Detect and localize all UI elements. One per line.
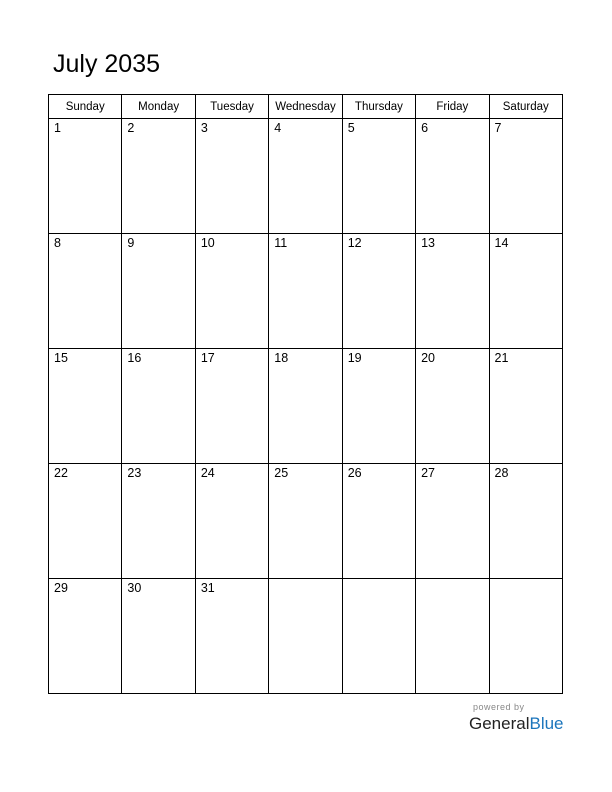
day-cell: [122, 579, 195, 694]
logo-blue: Blue: [529, 714, 564, 733]
day-number: 27: [421, 466, 436, 480]
day-number: [490, 579, 562, 581]
day-cell: [195, 579, 268, 694]
week-row: [49, 349, 563, 464]
day-number: 12: [347, 236, 362, 250]
weekday-header: Tuesday: [195, 95, 268, 119]
day-cell: [49, 349, 122, 464]
weekday-header: Sunday: [49, 95, 122, 119]
day-number: [269, 579, 341, 581]
day-number: 8: [54, 236, 61, 250]
day-number: 2: [127, 121, 135, 135]
day-cell: [122, 234, 195, 349]
week-row: [49, 119, 563, 234]
day-cell: [342, 119, 415, 234]
day-cell: [416, 579, 489, 694]
day-number: 20: [421, 351, 436, 365]
day-number: 23: [127, 466, 142, 480]
day-number: 4: [274, 121, 282, 135]
day-number: 22: [54, 466, 68, 480]
day-cell: [122, 464, 195, 579]
day-number: 28: [494, 466, 509, 480]
day-cell: [489, 464, 562, 579]
calendar-title: July 2035: [53, 50, 161, 78]
day-cell: [49, 579, 122, 694]
day-cell: [342, 464, 415, 579]
day-cell: [416, 234, 489, 349]
day-number: 9: [127, 236, 135, 250]
day-number: 5: [347, 121, 355, 135]
powered-by-label: powered by: [473, 702, 525, 712]
day-cell: [489, 234, 562, 349]
day-cell: [195, 119, 268, 234]
day-cell: [122, 119, 195, 234]
day-cell: [416, 349, 489, 464]
calendar-grid: [48, 94, 563, 694]
day-number: 13: [421, 236, 436, 250]
day-number: 17: [200, 351, 215, 365]
weekday-header: Friday: [416, 95, 489, 119]
generalblue-logo: [469, 714, 564, 734]
day-cell: [489, 579, 562, 694]
day-cell: [489, 349, 562, 464]
day-cell: [122, 349, 195, 464]
logo-general: General: [469, 714, 530, 733]
day-number: 16: [127, 351, 142, 365]
day-cell: [195, 234, 268, 349]
day-cell: [49, 119, 122, 234]
day-number: 21: [494, 351, 509, 365]
day-number: 3: [200, 121, 208, 135]
day-cell: [342, 579, 415, 694]
day-number: [343, 579, 415, 581]
day-number: 19: [347, 351, 362, 365]
day-cell: [49, 234, 122, 349]
day-number: 1: [54, 121, 61, 135]
day-number: 10: [200, 236, 215, 250]
weekday-header: Wednesday: [269, 95, 342, 119]
day-cell: [342, 349, 415, 464]
week-row: [49, 234, 563, 349]
day-cell: [269, 119, 342, 234]
day-number: 7: [494, 121, 502, 135]
day-number: 11: [274, 236, 288, 250]
week-row: [49, 579, 563, 694]
day-cell: [269, 349, 342, 464]
day-cell: [342, 234, 415, 349]
day-cell: [416, 464, 489, 579]
day-cell: [269, 234, 342, 349]
day-number: 24: [200, 466, 215, 480]
day-number: [416, 579, 488, 581]
day-number: 31: [200, 581, 215, 595]
day-number: 15: [54, 351, 68, 365]
weekday-header: Monday: [122, 95, 195, 119]
day-number: 18: [274, 351, 289, 365]
day-cell: [489, 119, 562, 234]
weekday-header-row: [49, 95, 563, 119]
day-cell: [195, 349, 268, 464]
day-number: 30: [127, 581, 142, 595]
day-cell: [195, 464, 268, 579]
weekday-header: Saturday: [489, 95, 562, 119]
day-cell: [269, 464, 342, 579]
day-cell: [416, 119, 489, 234]
day-number: 6: [421, 121, 429, 135]
day-number: 29: [54, 581, 68, 595]
day-cell: [49, 464, 122, 579]
day-cell: [269, 579, 342, 694]
week-row: [49, 464, 563, 579]
day-number: 26: [347, 466, 362, 480]
day-number: 25: [274, 466, 289, 480]
weekday-header: Thursday: [342, 95, 415, 119]
day-number: 14: [494, 236, 509, 250]
